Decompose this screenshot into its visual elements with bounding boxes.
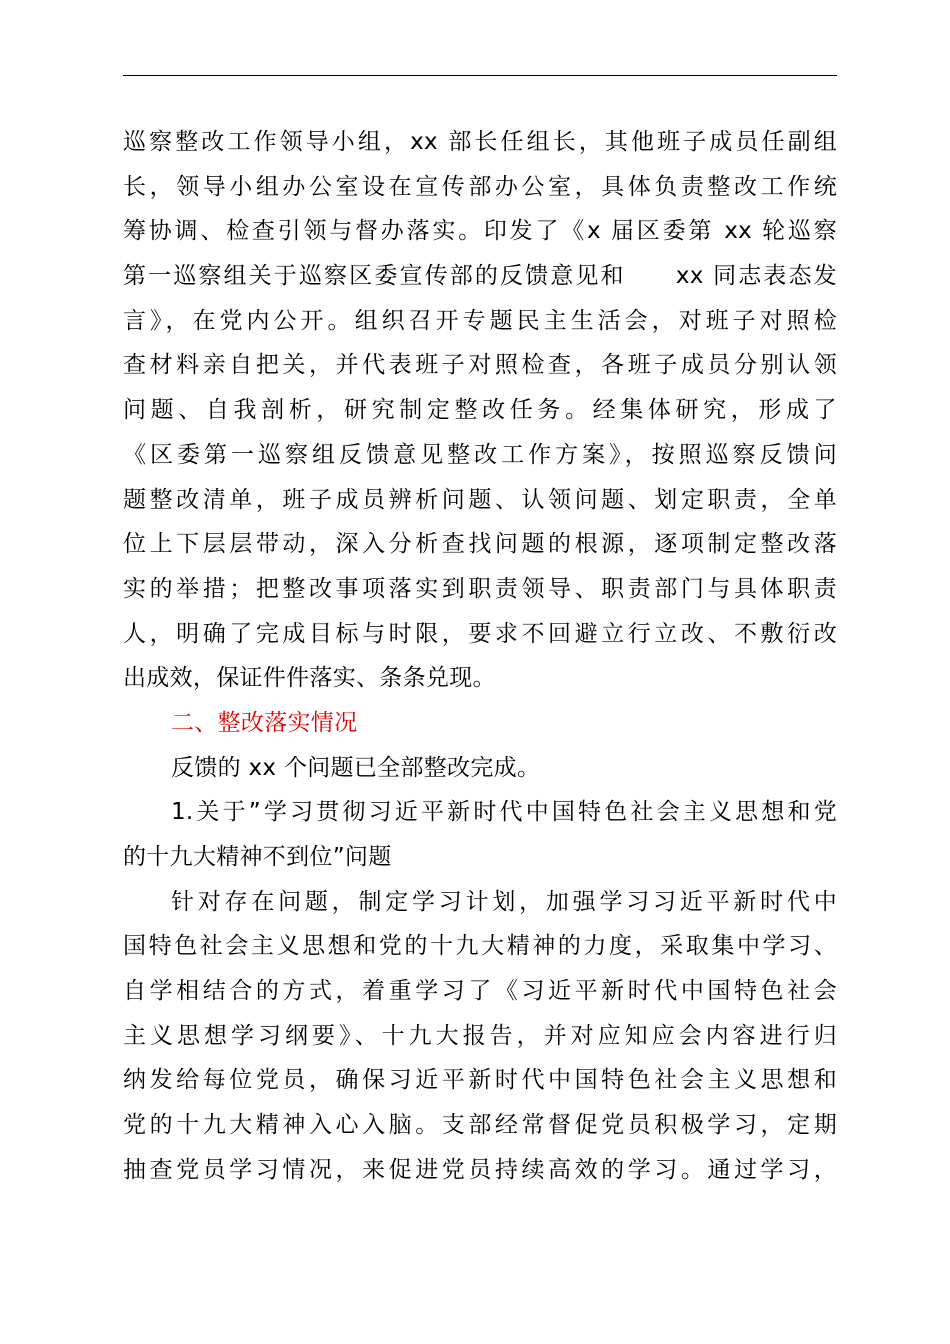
text-line: 国特色社会主义思想和党的十九大精神的力度，采取集中学习、 [123,933,837,960]
text-line: 《区委第一巡察组反馈意见整改工作方案》，按照巡察反馈问 [123,441,837,468]
text-line: 第一巡察组关于巡察区委宣传部的反馈意见和 xx 同志表态发 [123,263,837,290]
text-line: 实的举措；把整改事项落实到职责领导、职责部门与具体职责 [123,575,837,602]
text-line: 筹协调、检查引领与督办落实。印发了《x 届区委第 xx 轮巡察 [123,218,837,245]
text-line: 问题、自我剖析，研究制定整改任务。经集体研究，形成了 [123,397,837,424]
text-line: 党的十九大精神入心入脑。支部经常督促党员积极学习，定期 [123,1112,837,1139]
text-line: 长，领导小组办公室设在宣传部办公室，具体负责整改工作统 [123,173,837,200]
text-line: 针对存在问题，制定学习计划，加强学习习近平新时代中 [171,888,837,915]
text-line: 题整改清单，班子成员辨析问题、认领问题、划定职责，全单 [123,486,837,513]
item-title: 的十九大精神不到位”问题 [123,844,392,870]
text-line: 出成效，保证件件落实、条条兑现。 [123,665,496,692]
text-line: 位上下层层带动，深入分析查找问题的根源，逐项制定整改落 [123,531,837,558]
document-body [123,120,837,1193]
section-heading: 二、整改落实情况 [171,709,358,736]
item-title: 1.关于”学习贯彻习近平新时代中国特色社会主义思想和党 [171,799,837,826]
header-rule [123,75,837,76]
text-line: 纳发给每位党员，确保习近平新时代中国特色社会主义思想和 [123,1067,837,1094]
text-line: 查材料亲自把关，并代表班子对照检查，各班子成员分别认领 [123,352,837,379]
text-line: 主义思想学习纲要》、十九大报告，并对应知应会内容进行归 [123,1022,837,1049]
text-line: 反馈的 xx 个问题已全部整改完成。 [171,754,541,781]
text-line: 抽查党员学习情况，来促进党员持续高效的学习。通过学习， [123,1156,837,1183]
text-line: 言》，在党内公开。组织召开专题民主生活会，对班子对照检 [123,307,837,334]
text-line: 巡察整改工作领导小组，xx 部长任组长，其他班子成员任副组 [123,129,837,155]
text-line: 人，明确了完成目标与时限，要求不回避立行立改、不敷衍改 [123,620,837,647]
text-line: 自学相结合的方式，着重学习了《习近平新时代中国特色社会 [123,978,837,1005]
